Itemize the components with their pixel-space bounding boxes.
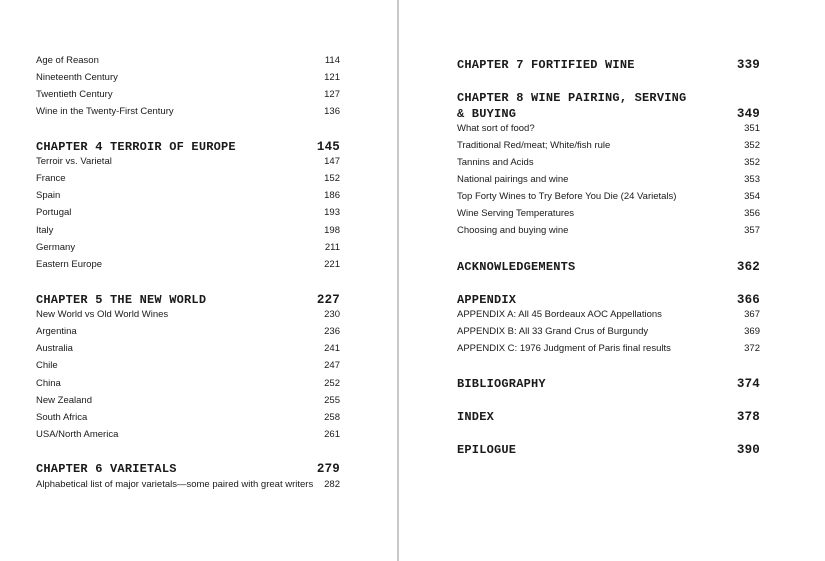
chapter-title: CHAPTER 6 VARIETALS — [36, 462, 177, 476]
page-number: 357 — [744, 225, 760, 236]
page-number: 261 — [324, 429, 340, 440]
entry-title: Portugal — [36, 207, 72, 218]
page-number: 353 — [744, 174, 760, 185]
entry-title: APPENDIX B: All 33 Grand Crus of Burgundy — [457, 326, 649, 337]
page-number: 351 — [744, 123, 760, 134]
entry-title: Alphabetical list of major varietals—some paired with great writers — [36, 479, 314, 490]
entry-title: Wine Serving Temperatures — [457, 208, 575, 219]
page-number: 374 — [736, 377, 760, 391]
entry-title: Argentina — [36, 326, 77, 337]
entry-title: Italy — [36, 225, 54, 236]
page-number: 354 — [744, 191, 760, 202]
page-number: 230 — [324, 309, 340, 320]
entry-title: Age of Reason — [36, 55, 99, 66]
page-number: 247 — [324, 360, 340, 371]
right-page — [399, 0, 825, 561]
page-number: 193 — [324, 207, 340, 218]
entry-title: Spain — [36, 190, 61, 201]
entry-title: Eastern Europe — [36, 259, 103, 270]
page-number: 362 — [736, 260, 760, 274]
entry-title: National pairings and wine — [457, 174, 569, 185]
entry-title: Germany — [36, 242, 76, 253]
page-number: 372 — [744, 343, 760, 354]
page-number: 367 — [744, 309, 760, 320]
chapter-title: & BUYING — [457, 107, 517, 121]
entry-title: APPENDIX C: 1976 Judgment of Paris final results — [457, 343, 671, 354]
page-number: 186 — [324, 190, 340, 201]
page-number: 378 — [736, 410, 760, 424]
page-number: 282 — [324, 479, 340, 490]
page-number: 390 — [736, 443, 760, 457]
chapter-title: APPENDIX — [457, 293, 517, 307]
chapter-title: CHAPTER 4 TERROIR OF EUROPE — [36, 140, 236, 154]
entry-title: Twentieth Century — [36, 89, 113, 100]
chapter-title: ACKNOWLEDGEMENTS — [457, 260, 576, 274]
page-number: 339 — [736, 58, 760, 72]
page-number: 352 — [744, 157, 760, 168]
page-number: 252 — [324, 378, 340, 389]
page-number: 255 — [324, 395, 340, 406]
page-number: 369 — [744, 326, 760, 337]
page-number: 236 — [324, 326, 340, 337]
page-number: 221 — [324, 259, 340, 270]
page-number: 147 — [324, 156, 340, 167]
page-number: 366 — [736, 293, 760, 307]
entry-title: Top Forty Wines to Try Before You Die (24 Varietals) — [457, 191, 677, 202]
page-number: 349 — [736, 107, 760, 121]
entry-title: Chile — [36, 360, 58, 371]
chapter-title: CHAPTER 8 WINE PAIRING, SERVING — [457, 91, 687, 105]
chapter-title: BIBLIOGRAPHY — [457, 377, 546, 391]
entry-title: Wine in the Twenty-First Century — [36, 106, 174, 117]
entry-title: New Zealand — [36, 395, 92, 406]
page-number: 211 — [324, 242, 340, 253]
entry-title: Nineteenth Century — [36, 72, 118, 83]
entry-title: What sort of food? — [457, 123, 535, 134]
page-number: 356 — [744, 208, 760, 219]
left-page — [0, 0, 397, 561]
entry-title: France — [36, 173, 66, 184]
page-number: 198 — [324, 225, 340, 236]
entry-title: USA/North America — [36, 429, 119, 440]
page-number: 227 — [316, 293, 340, 307]
page-number: 136 — [324, 106, 340, 117]
chapter-title: EPILOGUE — [457, 443, 517, 457]
entry-title: Choosing and buying wine — [457, 225, 569, 236]
page-number: 127 — [324, 89, 340, 100]
entry-title: Traditional Red/meat; White/fish rule — [457, 140, 611, 151]
page-number: 152 — [324, 173, 340, 184]
page-number: 241 — [324, 343, 340, 354]
entry-title: China — [36, 378, 61, 389]
chapter-title: INDEX — [457, 410, 495, 424]
entry-title: Terroir vs. Varietal — [36, 156, 112, 167]
entry-title: New World vs Old World Wines — [36, 309, 169, 320]
page-number: 279 — [316, 462, 340, 476]
page-number: 114 — [324, 55, 340, 66]
entry-title: APPENDIX A: All 45 Bordeaux AOC Appellations — [457, 309, 662, 320]
chapter-title: CHAPTER 5 THE NEW WORLD — [36, 293, 207, 307]
entry-title: Tannins and Acids — [457, 157, 534, 168]
page-number: 145 — [316, 140, 340, 154]
page-number: 352 — [744, 140, 760, 151]
entry-title: South Africa — [36, 412, 88, 423]
chapter-title: CHAPTER 7 FORTIFIED WINE — [457, 58, 635, 72]
entry-title: Australia — [36, 343, 73, 354]
page-number: 121 — [324, 72, 340, 83]
page-number: 258 — [324, 412, 340, 423]
